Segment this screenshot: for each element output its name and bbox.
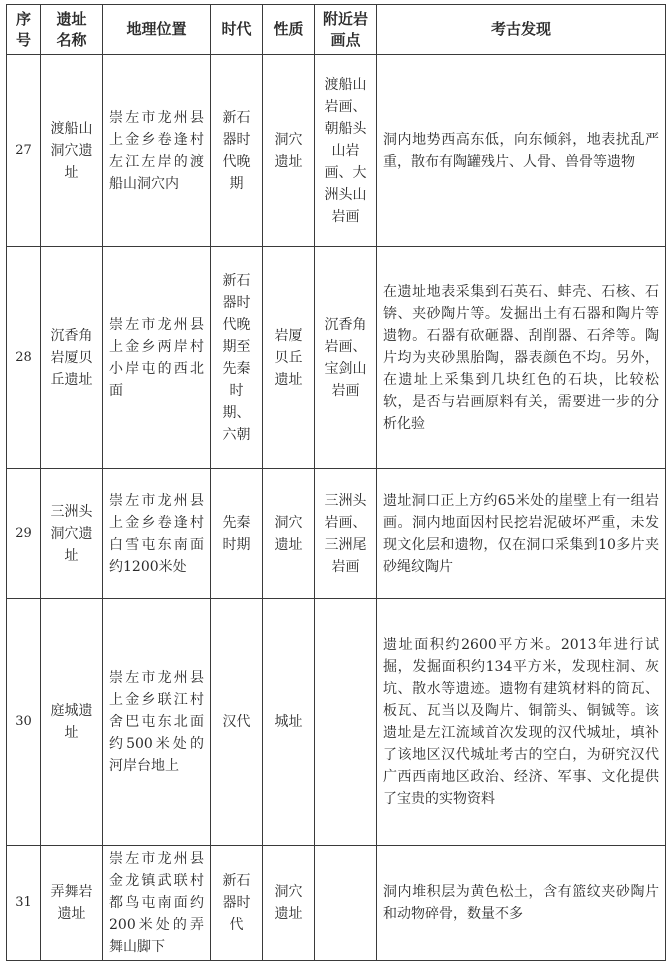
cell-nature: 洞穴遗址 [263, 846, 315, 961]
cell-location: 崇左市龙州县上金乡两岸村小岸屯的西北面 [103, 247, 211, 469]
cell-name: 庭城遗址 [41, 599, 103, 846]
cell-no: 27 [7, 55, 41, 247]
table-header-row [7, 5, 666, 55]
cell-nature: 洞穴遗址 [263, 469, 315, 599]
table-row [7, 247, 666, 469]
cell-findings: 遗址面积约2600平方米。2013年进行试掘，发掘面积约134平方米，发现柱洞、灰坑、散水等遗迹。遗物有建筑材料的筒瓦、板瓦、瓦当以及陶片、铜箭头、铜铖等。该遗址是左江流域首次发现的汉代城址，填补了该地区汉代城址考古的空白，为研究汉代广西西南地区政治、经济、军事、文化提供了宝贵的实物资料 [377, 599, 666, 846]
cell-period: 新石器时代晚期至先秦时期、六朝 [211, 247, 263, 469]
header-no: 序号 [7, 5, 41, 55]
cell-location: 崇左市龙州县上金乡卷逢村白雪屯东南面约1200米处 [103, 469, 211, 599]
cell-findings: 洞内地势西高东低，向东倾斜，地表扰乱严重，散布有陶罐残片、人骨、兽骨等遗物 [377, 55, 666, 247]
cell-period: 先秦时期 [211, 469, 263, 599]
header-name: 遗址名称 [41, 5, 103, 55]
cell-name: 沉香角岩厦贝丘遗址 [41, 247, 103, 469]
cell-nearby: 沉香角岩画、宝剑山岩画 [315, 247, 377, 469]
cell-period: 新石器时代 [211, 846, 263, 961]
cell-nature: 洞穴遗址 [263, 55, 315, 247]
cell-no: 31 [7, 846, 41, 961]
cell-nearby: 三洲头岩画、三洲尾岩画 [315, 469, 377, 599]
cell-nature: 城址 [263, 599, 315, 846]
header-nearby: 附近岩画点 [315, 5, 377, 55]
cell-location: 崇左市龙州县上金乡联江村舍巴屯东北面约500米处的河岸台地上 [103, 599, 211, 846]
cell-nearby [315, 599, 377, 846]
document-page [6, 4, 665, 963]
cell-nature: 岩厦贝丘遗址 [263, 247, 315, 469]
header-nature: 性质 [263, 5, 315, 55]
header-period: 时代 [211, 5, 263, 55]
table-row [7, 599, 666, 846]
cell-no: 29 [7, 469, 41, 599]
cell-period: 汉代 [211, 599, 263, 846]
table-row [7, 846, 666, 961]
cell-no: 30 [7, 599, 41, 846]
cell-findings: 遗址洞口正上方约65米处的崖壁上有一组岩画。洞内地面因村民挖岩泥破坏严重，未发现文化层和遗物，仅在洞口采集到10多片夹砂绳纹陶片 [377, 469, 666, 599]
cell-nearby [315, 846, 377, 961]
cell-location: 崇左市龙州县上金乡卷逢村左江左岸的渡船山洞穴内 [103, 55, 211, 247]
archaeological-sites-table [6, 4, 666, 961]
table-row [7, 55, 666, 247]
cell-name: 三洲头洞穴遗址 [41, 469, 103, 599]
cell-nearby: 渡船山岩画、朝船头山岩画、大洲头山岩画 [315, 55, 377, 247]
cell-no: 28 [7, 247, 41, 469]
cell-findings: 在遗址地表采集到石英石、蚌壳、石核、石锛、夹砂陶片等。发掘出土有石器和陶片等遗物。石器有砍砸器、刮削器、石斧等。陶片均为夹砂黑胎陶，器表颜色不均。另外，在遗址上采集到几块红色的石块，比较松软，是否与岩画原料有关，需要进一步的分析化验 [377, 247, 666, 469]
cell-findings: 洞内堆积层为黄色松土，含有篮纹夹砂陶片和动物碎骨，数量不多 [377, 846, 666, 961]
header-findings: 考古发现 [377, 5, 666, 55]
header-location: 地理位置 [103, 5, 211, 55]
cell-period: 新石器时代晚期 [211, 55, 263, 247]
cell-name: 渡船山洞穴遗址 [41, 55, 103, 247]
cell-location: 崇左市龙州县金龙镇武联村都鸟屯南面约200米处的弄舞山脚下 [103, 846, 211, 961]
cell-name: 弄舞岩遗址 [41, 846, 103, 961]
table-row [7, 469, 666, 599]
